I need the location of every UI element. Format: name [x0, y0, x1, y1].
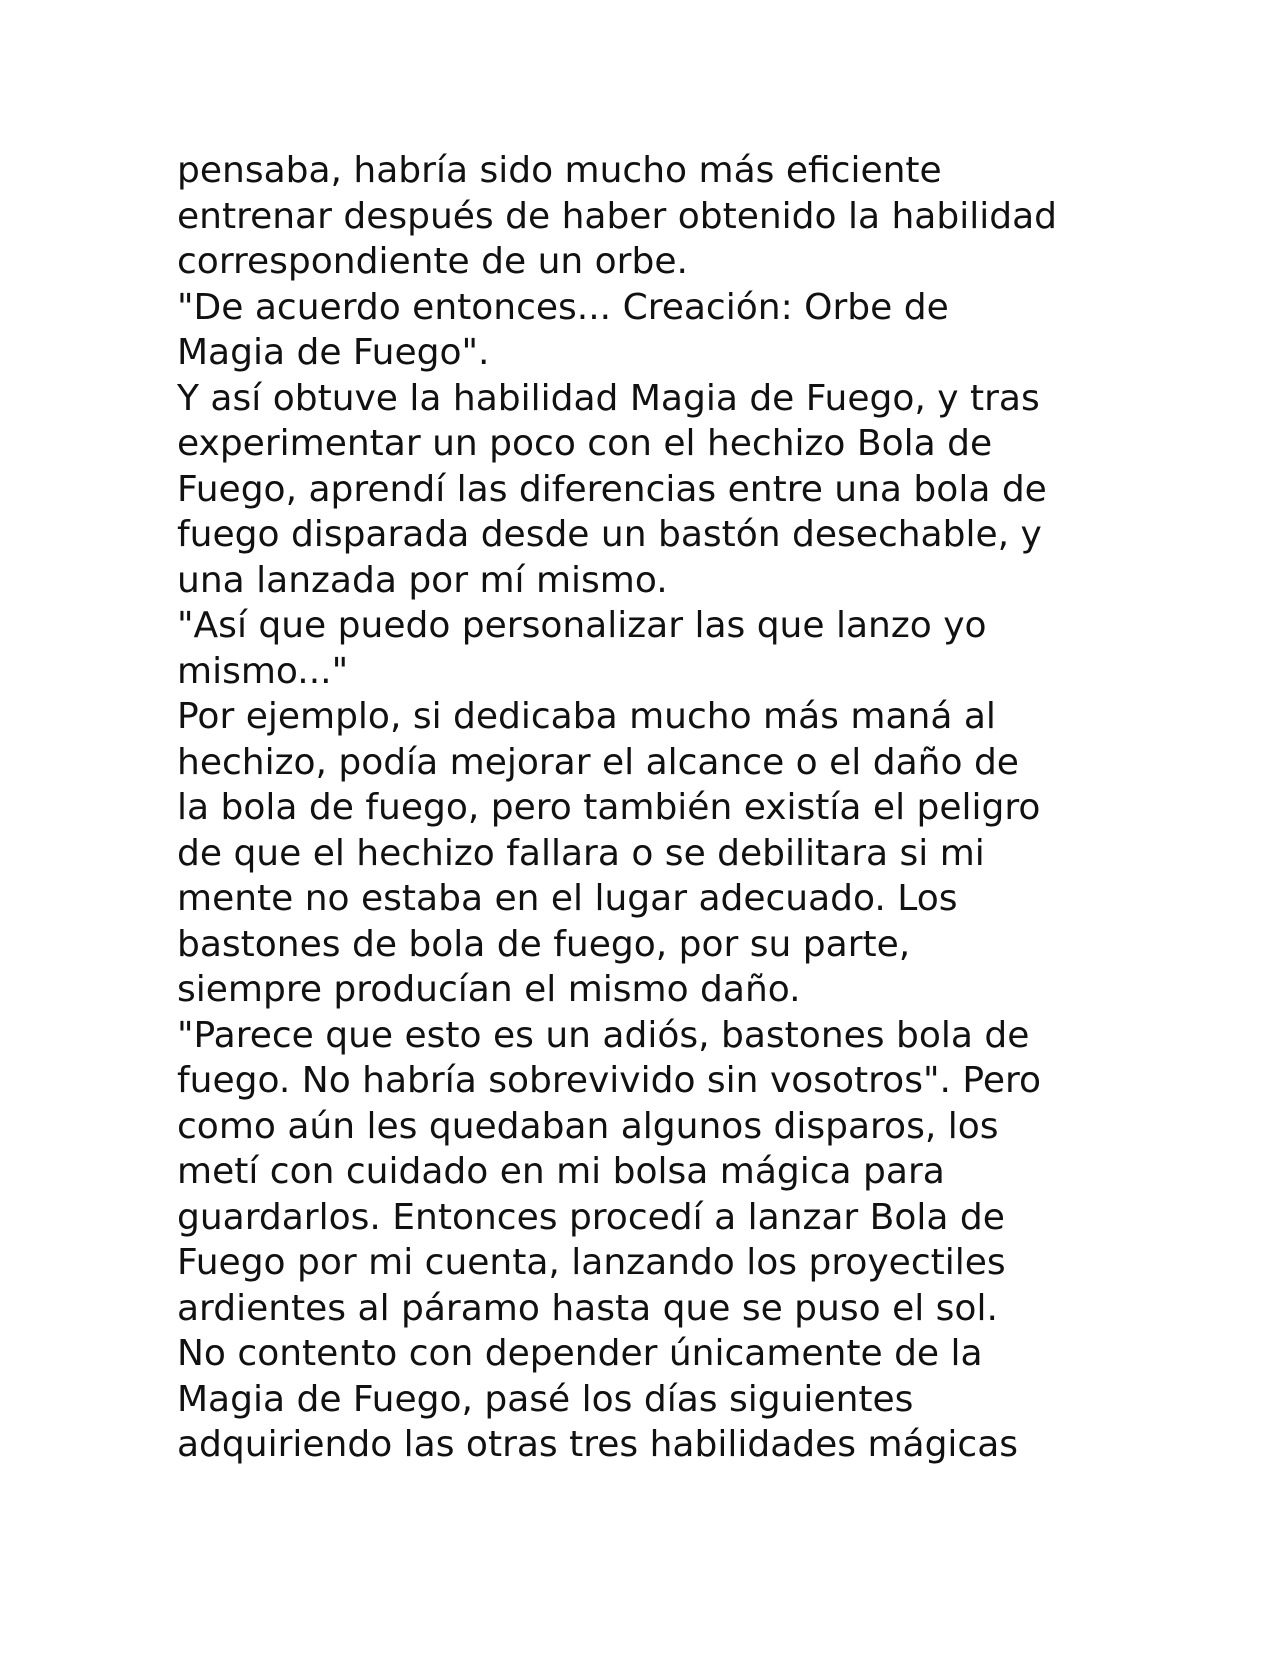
- text-line: una lanzada por mí mismo.: [177, 559, 668, 601]
- text-line: adquiriendo las otras tres habilidades mágicas: [177, 1424, 1019, 1465]
- text-line: fuego disparada desde un bastón desechable, y: [177, 514, 1042, 555]
- text-line: Fuego, aprendí las diferencias entre una bola de: [177, 468, 1047, 510]
- text-line: como aún les quedaban algunos disparos, los: [177, 1105, 999, 1147]
- text-line: siempre producían el mismo daño.: [177, 969, 801, 1010]
- text-line: Magia de Fuego".: [177, 332, 490, 373]
- text-line: pensaba, habría sido mucho más eficiente: [177, 150, 942, 191]
- body-text: [177, 148, 1137, 1468]
- text-line: ardientes al páramo hasta que se puso el sol.: [177, 1287, 998, 1329]
- text-line: correspondiente de un orbe.: [177, 241, 688, 282]
- text-line: experimentar un poco con el hechizo Bola de: [177, 423, 993, 464]
- text-line: de que el hechizo fallara o se debilitara si mi: [177, 832, 985, 874]
- text-line: Y así obtuve la habilidad Magia de Fuego, y tras: [177, 377, 1040, 419]
- text-line: No contento con depender únicamente de la: [177, 1333, 983, 1374]
- text-line: guardarlos. Entonces procedí a lanzar Bola de: [177, 1196, 1005, 1238]
- text-line: hechizo, podía mejorar el alcance o el daño de: [177, 741, 1019, 783]
- text-line: mismo...": [177, 650, 349, 692]
- text-line: Fuego por mi cuenta, lanzando los proyectiles: [177, 1242, 1006, 1283]
- text-line: "Así que puedo personalizar las que lanzo yo: [177, 605, 987, 646]
- text-line: entrenar después de haber obtenido la habilidad: [177, 195, 1057, 237]
- text-line: fuego. No habría sobrevivido sin vosotros". Pero: [177, 1060, 1042, 1101]
- text-line: "De acuerdo entonces... Creación: Orbe de: [177, 286, 949, 328]
- text-line: bastones de bola de fuego, por su parte,: [177, 923, 911, 965]
- text-line: "Parece que esto es un adiós, bastones bola de: [177, 1014, 1030, 1056]
- text-line: la bola de fuego, pero también existía el peligro: [177, 787, 1041, 828]
- text-line: mente no estaba en el lugar adecuado. Los: [177, 878, 958, 919]
- text-line: Por ejemplo, si dedicaba mucho más maná al: [177, 696, 996, 737]
- text-line: Magia de Fuego, pasé los días siguientes: [177, 1378, 914, 1420]
- text-line: metí con cuidado en mi bolsa mágica para: [177, 1151, 945, 1192]
